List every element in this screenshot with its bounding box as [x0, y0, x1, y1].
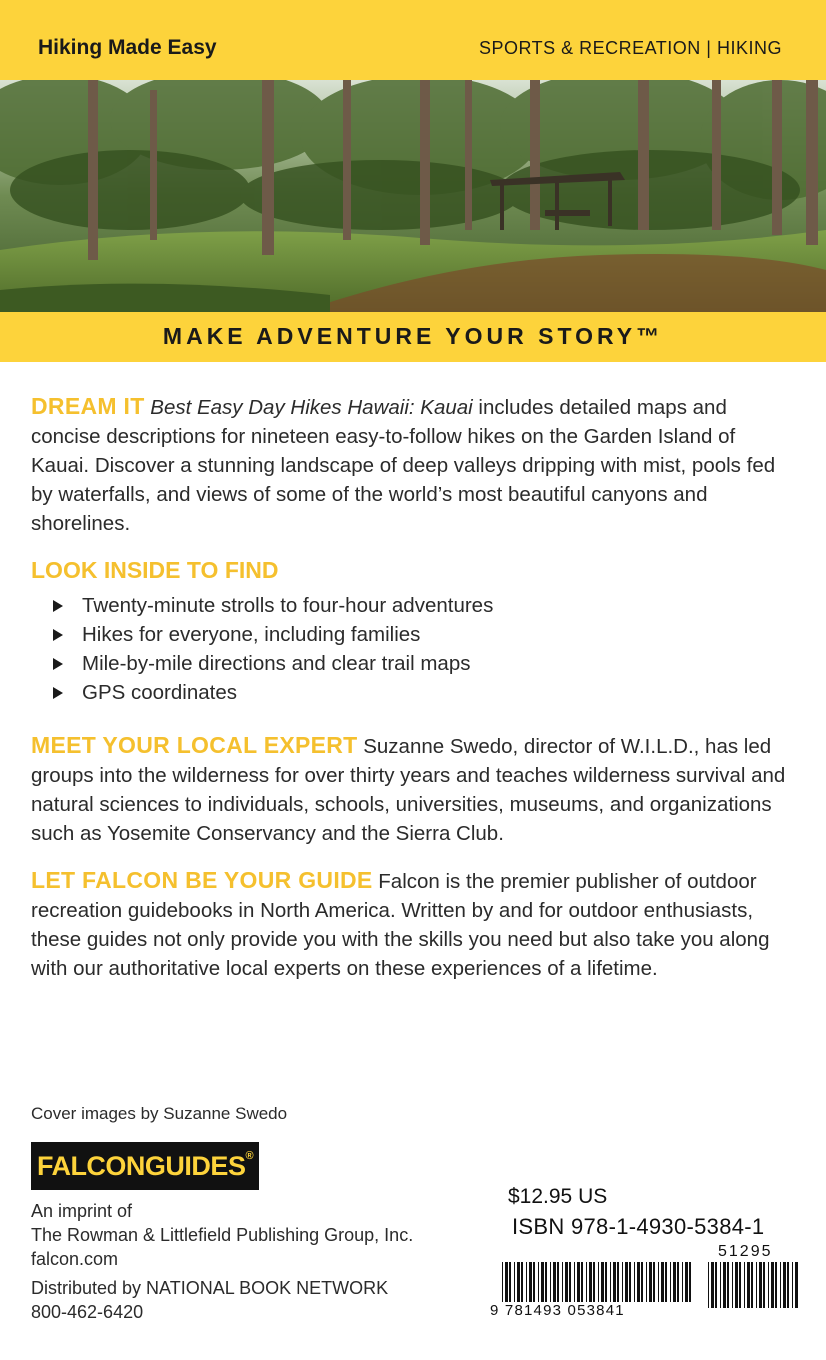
barcode-bar [637, 1262, 640, 1302]
barcode-bar [795, 1262, 798, 1308]
bullet-arrow-icon [53, 629, 63, 641]
barcode-bar [653, 1262, 655, 1302]
barcode-bar [673, 1262, 676, 1302]
barcode-bar [661, 1262, 664, 1302]
imprint-line: An imprint of [31, 1201, 133, 1221]
photo-credit: Cover images by Suzanne Swedo [31, 1104, 288, 1123]
barcode-bar [514, 1262, 515, 1302]
barcode-bar [581, 1262, 583, 1302]
barcode-bar [634, 1262, 635, 1302]
barcode-bar [689, 1262, 691, 1302]
barcode-bar [732, 1262, 733, 1308]
falconguides-logo [31, 1142, 259, 1190]
barcode-bar [545, 1262, 547, 1302]
description [31, 392, 791, 1001]
dream-body: includes detailed maps and concise descriptions for nineteen easy-to-follow hikes on the Garden Island of Kauai. Discover a stunning landscape of deep valleys dripping with mist, pools fed by waterfalls, and views of some of the world’s most beautiful canyons and shorelines. [31, 396, 776, 535]
publisher-website: falcon.com [31, 1249, 119, 1269]
barcode-bar [589, 1262, 592, 1302]
barcode-bar [720, 1262, 721, 1308]
barcode-bar [505, 1262, 508, 1302]
barcode-bar [550, 1262, 551, 1302]
list-item-text: Twenty-minute strolls to four-hour adventures [82, 594, 494, 617]
expert-body: Suzanne Swedo, director of W.I.L.D., has led groups into the wilderness for over thirty years and teaches wilderness survival and natural sciences to individuals, schools, universities, museums, and organizations such as Yosemite Conservancy and the Sierra Club. [31, 735, 786, 845]
expert-heading: MEET YOUR LOCAL EXPERT [31, 732, 358, 758]
barcode-bar [565, 1262, 568, 1302]
barcode-bar [747, 1262, 750, 1308]
barcode-bar [792, 1262, 793, 1308]
barcode-bar [723, 1262, 726, 1308]
barcode-bar [605, 1262, 607, 1302]
barcode-bar [613, 1262, 616, 1302]
distributor-phone: 800-462-6420 [31, 1302, 144, 1322]
barcode-bar [553, 1262, 556, 1302]
list-item-text: GPS coordinates [82, 681, 237, 704]
barcode-bar [763, 1262, 765, 1308]
barcode-bar [617, 1262, 619, 1302]
barcode-bar [735, 1262, 738, 1308]
list-item [31, 678, 791, 707]
barcode-bar [601, 1262, 604, 1302]
list-item [31, 620, 791, 649]
barcode-bar [557, 1262, 559, 1302]
barcode-digits: 9 781493 053841 [490, 1302, 625, 1319]
barcode-bar [502, 1262, 503, 1302]
barcode-bar [562, 1262, 563, 1302]
barcode-bar [593, 1262, 595, 1302]
book-title: Best Easy Day Hikes Hawaii: Kauai [150, 396, 473, 419]
barcode-bar [739, 1262, 741, 1308]
tagline: MAKE ADVENTURE YOUR STORY™ [162, 323, 664, 349]
barcode-bar [756, 1262, 757, 1308]
publisher-name: The Rowman & Littlefield Publishing Group, Inc. [31, 1225, 414, 1245]
distributor-info [31, 1276, 388, 1324]
ean-barcode-bars [502, 1262, 691, 1302]
falcon-heading: LET FALCON BE YOUR GUIDE [31, 867, 373, 893]
list-item-text: Mile-by-mile directions and clear trail maps [82, 652, 471, 675]
barcode-bar [751, 1262, 753, 1308]
barcode-bar [586, 1262, 587, 1302]
barcode-bar [641, 1262, 643, 1302]
barcode-bar [598, 1262, 599, 1302]
barcode-bar [577, 1262, 580, 1302]
barcode-bar [541, 1262, 544, 1302]
price-code-digits: 51295 [718, 1243, 773, 1260]
barcode-bar [727, 1262, 729, 1308]
barcode-bar [771, 1262, 774, 1308]
distributor-name: Distributed by NATIONAL BOOK NETWORK [31, 1278, 389, 1298]
barcode-bar [649, 1262, 652, 1302]
falcon-section [31, 866, 791, 983]
barcode-bar [665, 1262, 667, 1302]
list-item [31, 591, 791, 620]
list-item-text: Hikes for everyone, including families [82, 623, 421, 646]
expert-section [31, 731, 791, 848]
barcode-bar [685, 1262, 688, 1302]
barcode-bar [521, 1262, 523, 1302]
barcode-bar [708, 1262, 709, 1308]
barcode-bar [682, 1262, 683, 1302]
features-list [31, 591, 791, 707]
barcode-bar [677, 1262, 679, 1302]
barcode-bar [569, 1262, 571, 1302]
price-barcode-bars [708, 1262, 798, 1308]
barcode-bar [780, 1262, 781, 1308]
barcode-bar [787, 1262, 789, 1308]
look-inside-heading: LOOK INSIDE TO FIND [31, 557, 279, 583]
barcode-bar [759, 1262, 762, 1308]
barcode-bar [646, 1262, 647, 1302]
barcode-bar [526, 1262, 527, 1302]
list-item [31, 649, 791, 678]
barcode-bar [783, 1262, 786, 1308]
publisher-info [31, 1199, 413, 1271]
barcode-bar [622, 1262, 623, 1302]
barcode-bar [538, 1262, 539, 1302]
bullet-arrow-icon [53, 687, 63, 699]
barcode-bar [574, 1262, 575, 1302]
barcode-bar [658, 1262, 659, 1302]
series-brand: Hiking Made Easy [38, 36, 217, 59]
barcode-bar [509, 1262, 511, 1302]
barcode-bar [775, 1262, 777, 1308]
barcode-bar [670, 1262, 671, 1302]
barcode-bar [625, 1262, 628, 1302]
barcode-bar [715, 1262, 717, 1308]
dream-heading: DREAM IT [31, 393, 145, 419]
logo-text: FALCONGUIDES [36, 1151, 246, 1181]
category-label: SPORTS & RECREATION | HIKING [478, 38, 782, 58]
price: $12.95 US [508, 1185, 608, 1208]
isbn: ISBN 978-1-4930-5384-1 [512, 1214, 765, 1239]
barcode-bar [517, 1262, 520, 1302]
barcode-bar [529, 1262, 532, 1302]
barcode [488, 1238, 798, 1348]
registered-mark: ® [245, 1150, 254, 1162]
cover-photo [0, 80, 826, 312]
falcon-body: Falcon is the premier publisher of outdoor recreation guidebooks in North America. Written by and for outdoor enthusiasts, these guides not only provide you with the skills you need but also take you along with our authoritative local experts on these experiences of a lifetime. [31, 870, 770, 980]
barcode-bar [744, 1262, 745, 1308]
barcode-bar [768, 1262, 769, 1308]
bullet-arrow-icon [53, 658, 63, 670]
dream-section [31, 392, 791, 538]
barcode-bar [629, 1262, 631, 1302]
barcode-bar [533, 1262, 535, 1302]
barcode-bar [711, 1262, 714, 1308]
bullet-arrow-icon [53, 600, 63, 612]
barcode-bar [610, 1262, 611, 1302]
